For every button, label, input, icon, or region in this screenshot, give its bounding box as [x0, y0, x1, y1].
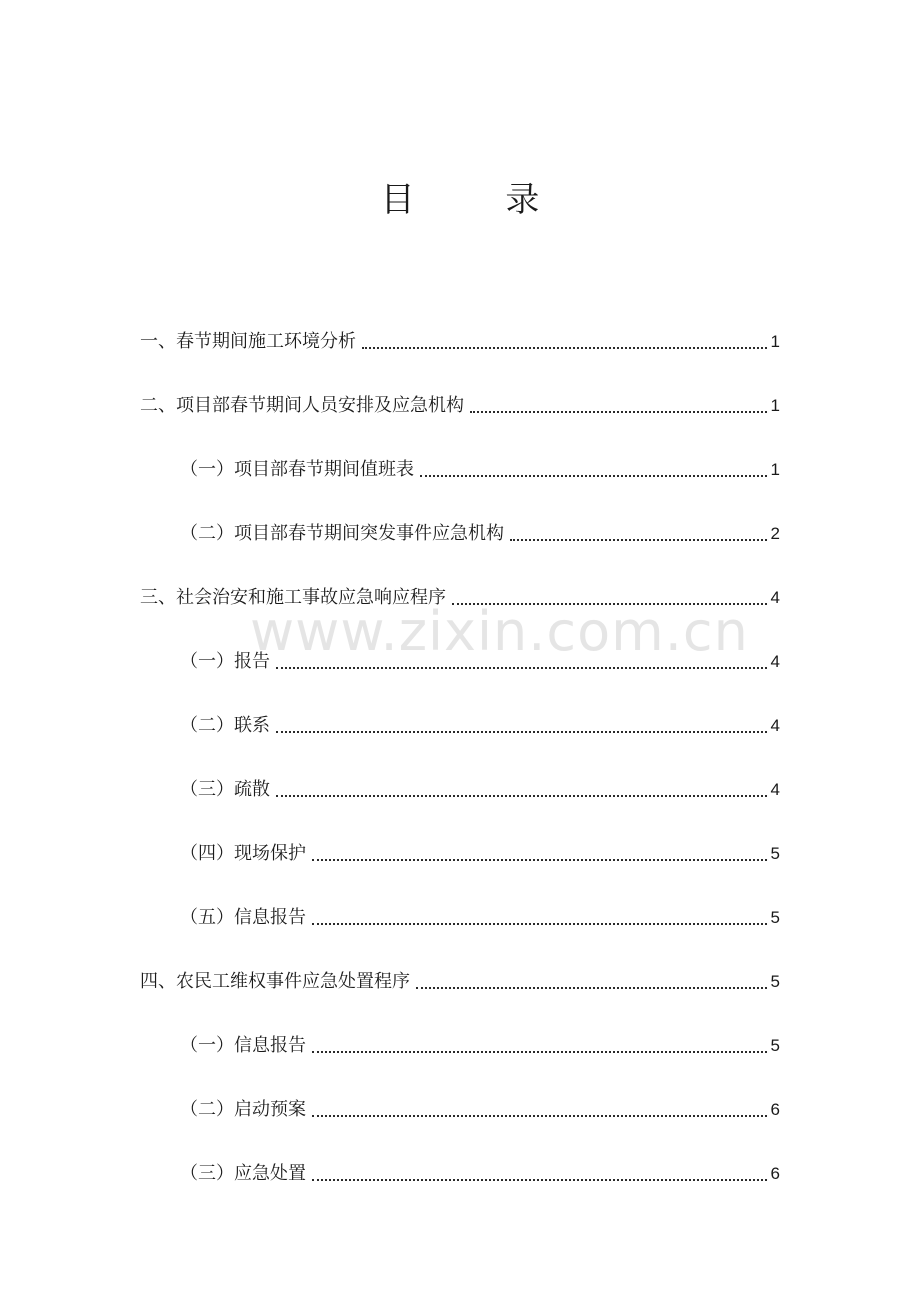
- toc-page-number: 1: [770, 332, 780, 351]
- toc-entry-text: 二、项目部春节期间人员安排及应急机构: [140, 395, 464, 416]
- toc-page-number: 5: [770, 844, 780, 863]
- toc-entry[interactable]: [0, 502, 920, 566]
- toc-dot-leader: [276, 778, 767, 802]
- toc-page-number: 4: [770, 588, 780, 607]
- toc-dot-leader: [312, 842, 767, 866]
- toc-entry-text: （一）信息报告: [180, 1035, 306, 1056]
- toc-entry[interactable]: [0, 630, 920, 694]
- toc-entry-text: 一、春节期间施工环境分析: [140, 331, 356, 352]
- toc-dot-leader: [510, 522, 767, 546]
- toc-entry[interactable]: [0, 694, 920, 758]
- toc-entry[interactable]: [0, 1078, 920, 1142]
- toc-entry[interactable]: [0, 758, 920, 822]
- toc-page-number: 4: [770, 716, 780, 735]
- toc-dot-leader: [362, 330, 767, 354]
- toc-dot-leader: [312, 1162, 767, 1186]
- toc-page-number: 4: [770, 780, 780, 799]
- toc-dot-leader: [470, 394, 767, 418]
- toc-entry-text: （一）项目部春节期间值班表: [180, 459, 414, 480]
- toc-dot-leader: [312, 1098, 767, 1122]
- toc-dot-leader: [276, 714, 767, 738]
- toc-dot-leader: [452, 586, 767, 610]
- toc-entry[interactable]: [0, 950, 920, 1014]
- toc-page-number: 4: [770, 652, 780, 671]
- table-of-contents: [0, 310, 920, 1206]
- toc-page-number: 6: [770, 1100, 780, 1119]
- toc-dot-leader: [416, 970, 767, 994]
- toc-entry[interactable]: [0, 1142, 920, 1206]
- toc-entry-text: 四、农民工维权事件应急处置程序: [140, 971, 410, 992]
- toc-page-number: 5: [770, 908, 780, 927]
- toc-page-number: 5: [770, 972, 780, 991]
- toc-entry[interactable]: [0, 886, 920, 950]
- toc-dot-leader: [420, 458, 767, 482]
- toc-entry-text: （三）疏散: [180, 779, 270, 800]
- toc-entry-text: 三、社会治安和施工事故应急响应程序: [140, 587, 446, 608]
- toc-entry-text: （三）应急处置: [180, 1163, 306, 1184]
- toc-page-number: 1: [770, 460, 780, 479]
- toc-entry-text: （二）项目部春节期间突发事件应急机构: [180, 523, 504, 544]
- toc-dot-leader: [312, 1034, 767, 1058]
- toc-entry[interactable]: [0, 374, 920, 438]
- toc-entry-text: （一）报告: [180, 651, 270, 672]
- toc-entry[interactable]: [0, 438, 920, 502]
- toc-entry[interactable]: [0, 1014, 920, 1078]
- toc-page-number: 2: [770, 524, 780, 543]
- toc-page-number: 1: [770, 396, 780, 415]
- toc-entry-text: （二）联系: [180, 715, 270, 736]
- toc-dot-leader: [312, 906, 767, 930]
- toc-entry-text: （四）现场保护: [180, 843, 306, 864]
- toc-page-number: 5: [770, 1036, 780, 1055]
- toc-entry[interactable]: [0, 566, 920, 630]
- toc-title: 目 录: [380, 180, 580, 220]
- toc-dot-leader: [276, 650, 767, 674]
- watermark: www.zixin.com.cn: [250, 600, 749, 663]
- toc-entry[interactable]: [0, 310, 920, 374]
- toc-entry-text: （二）启动预案: [180, 1099, 306, 1120]
- toc-page-number: 6: [770, 1164, 780, 1183]
- toc-entry-text: （五）信息报告: [180, 907, 306, 928]
- toc-entry[interactable]: [0, 822, 920, 886]
